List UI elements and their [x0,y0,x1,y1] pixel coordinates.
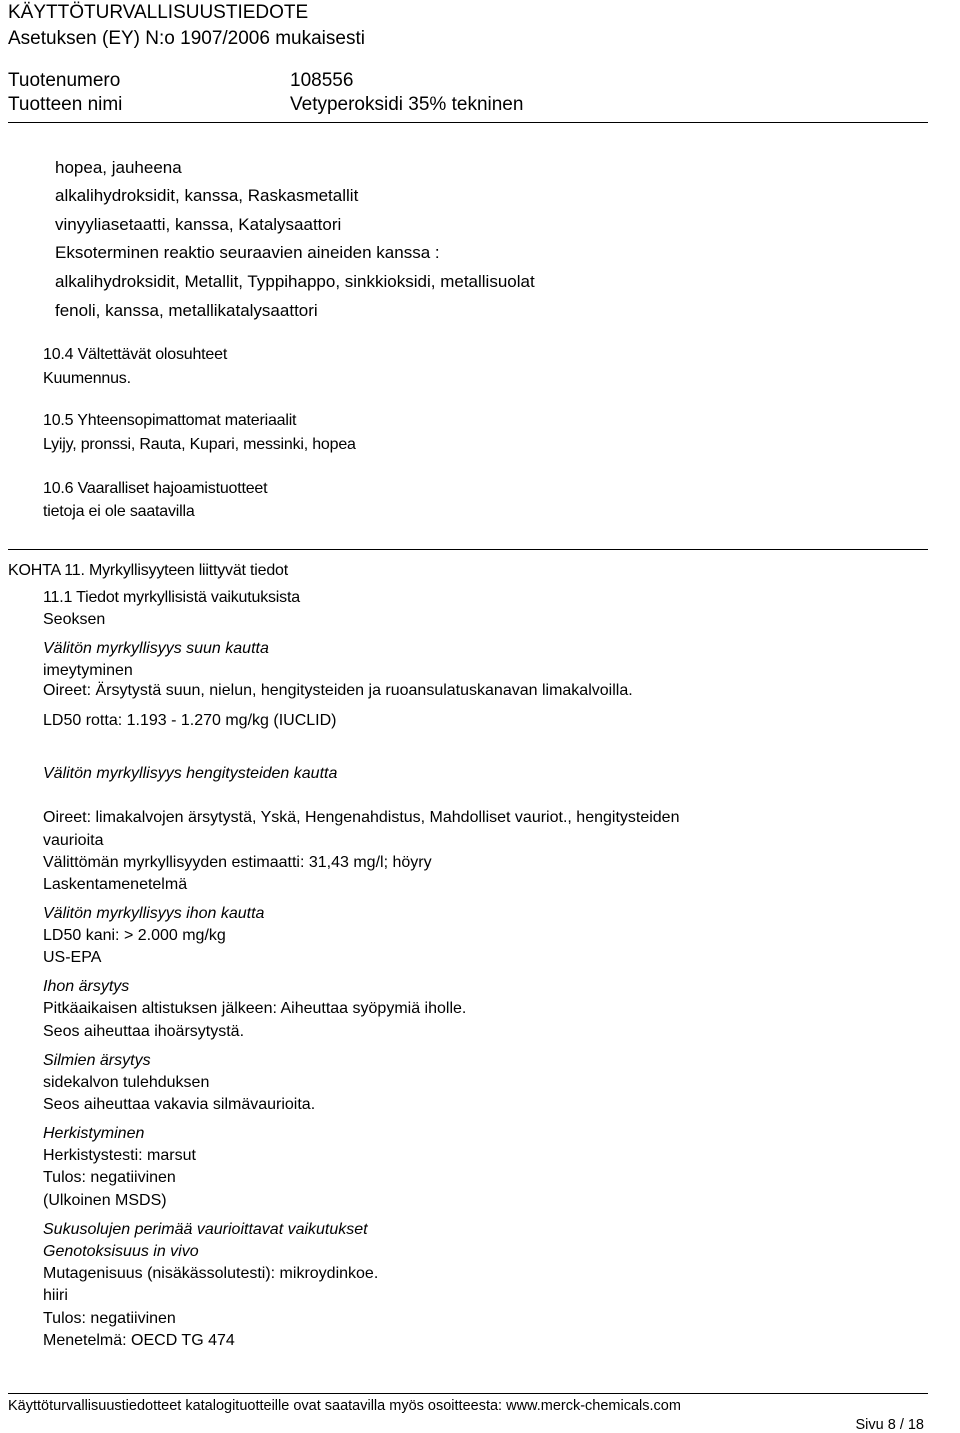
oral-symptoms: Oireet: Ärsytystä suun, nielun, hengitysteiden ja ruoansulatuskanavan limakalvoilla. [43,682,633,699]
incompatible-item: hopea, jauheena [55,158,182,177]
oral-toxicity-title: Välitön myrkyllisyys suun kautta [43,640,269,657]
oral-route: imeytyminen [43,662,133,679]
dermal-source: US-EPA [43,949,102,966]
inhalation-symptoms: Oireet: limakalvojen ärsytystä, Yskä, Hengenahdistus, Mahdolliset vauriot., hengitysteiden [43,809,680,826]
product-number-value: 108556 [290,70,354,91]
sensitization-text: (Ulkoinen MSDS) [43,1192,167,1209]
eye-irritation-text: Seos aiheuttaa vakavia silmävaurioita. [43,1096,316,1113]
skin-irritation-text: Pitkäaikaisen altistuksen jälkeen: Aiheuttaa syöpymiä iholle. [43,1000,467,1017]
inhalation-toxicity-title: Välitön myrkyllisyys hengitysteiden kautta [43,765,338,782]
header-divider [8,122,928,123]
sensitization-text: Tulos: negatiivinen [43,1169,176,1186]
regulation-reference: Asetuksen (EY) N:o 1907/2006 mukaisesti [8,28,365,49]
section-11-heading: KOHTA 11. Myrkyllisyyteen liittyvät tiedot [8,562,288,579]
section-11-1-title: 11.1 Tiedot myrkyllisistä vaikutuksista [43,589,300,606]
genotoxicity-text: Tulos: negatiivinen [43,1310,176,1327]
section-10-6-title: 10.6 Vaaralliset hajoamistuotteet [43,480,268,497]
eye-irritation-text: sidekalvon tulehduksen [43,1074,210,1091]
section-10-5-text: Lyijy, pronssi, Rauta, Kupari, messinki, hopea [43,436,356,453]
germ-cell-mutagenicity-title: Sukusolujen perimää vaurioittavat vaikutukset [43,1221,368,1238]
section-10-4-title: 10.4 Vältettävät olosuhteet [43,346,228,363]
skin-irritation-title: Ihon ärsytys [43,978,130,995]
sensitization-title: Herkistyminen [43,1125,145,1142]
dermal-toxicity-title: Välitön myrkyllisyys ihon kautta [43,905,265,922]
incompatible-item: fenoli, kanssa, metallikatalysaattori [55,301,318,320]
footer-divider [8,1393,928,1394]
sensitization-text: Herkistystesti: marsut [43,1147,196,1164]
incompatible-item: vinyyliasetaatti, kanssa, Katalysaattori [55,215,342,234]
mixture-label: Seoksen [43,611,106,628]
dermal-ld50: LD50 kani: > 2.000 mg/kg [43,927,226,944]
section-10-6-text: tietoja ei ole saatavilla [43,503,195,520]
genotoxicity-text: Mutagenisuus (nisäkässolutesti): mikroydinkoe. [43,1265,379,1282]
incompatible-item: Eksoterminen reaktio seuraavien aineiden kanssa : [55,243,440,262]
section-11-divider [8,549,928,550]
page-number: Sivu 8 / 18 [855,1417,924,1433]
product-name-value: Vetyperoksidi 35% tekninen [290,94,524,115]
genotoxicity-in-vivo-title: Genotoksisuus in vivo [43,1243,199,1260]
document-title: KÄYTTÖTURVALLISUUSTIEDOTE [8,2,309,23]
product-number-label: Tuotenumero [8,70,121,91]
section-10-5-title: 10.5 Yhteensopimattomat materiaalit [43,412,297,429]
skin-irritation-text: Seos aiheuttaa ihoärsytystä. [43,1023,245,1040]
inhalation-estimate: Välittömän myrkyllisyyden estimaatti: 31,43 mg/l; höyry [43,854,432,871]
incompatible-item: alkalihydroksidit, kanssa, Raskasmetallit [55,186,359,205]
inhalation-method: Laskentamenetelmä [43,876,188,893]
genotoxicity-text: hiiri [43,1287,68,1304]
incompatible-item: alkalihydroksidit, Metallit, Typpihappo, sinkkioksidi, metallisuolat [55,272,535,291]
section-10-4-text: Kuumennus. [43,370,131,387]
genotoxicity-text: Menetelmä: OECD TG 474 [43,1332,235,1349]
product-name-label: Tuotteen nimi [8,94,123,115]
oral-ld50: LD50 rotta: 1.193 - 1.270 mg/kg (IUCLID) [43,712,337,729]
inhalation-symptoms-cont: vaurioita [43,832,104,849]
footer-note: Käyttöturvallisuustiedotteet katalogituotteille ovat saatavilla myös osoitteesta: www.merck-chemicals.com [8,1398,681,1414]
eye-irritation-title: Silmien ärsytys [43,1052,151,1069]
